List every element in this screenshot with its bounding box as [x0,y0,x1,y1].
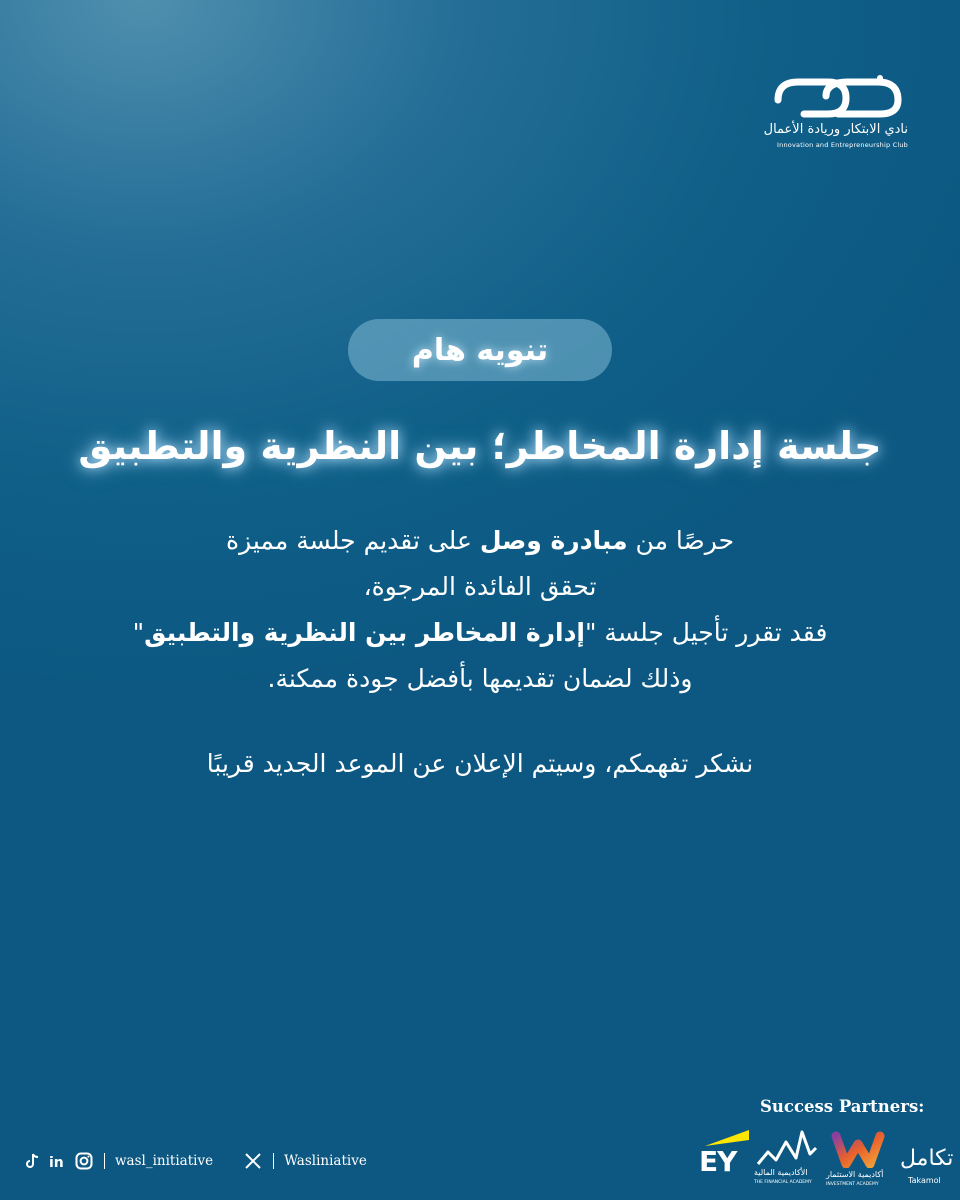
wasl-logo-mark [768,70,908,122]
initiative-name: مبادرة وصل [479,526,628,555]
takamol-en: Takamol [908,1176,941,1185]
body-line-3-end: " [132,618,145,647]
partners-label: Success Partners: [760,1097,925,1116]
body-line-2: تحقق الفائدة المرجوة، [363,572,597,601]
body-line-4: وذلك لضمان تقديمها بأفضل جودة ممكنة. [267,664,693,693]
x-icon[interactable] [243,1151,263,1171]
svg-text:in: in [49,1155,64,1169]
body-line-1-start: حرصًا من [627,526,735,555]
body-line-1 [0,518,960,564]
social-bar [22,1146,367,1176]
instagram-handle[interactable]: wasl_initiative [115,1153,214,1169]
investment-academy-logo [822,1130,894,1190]
financial-academy-logo [752,1128,822,1190]
tiktok-icon[interactable] [22,1151,42,1171]
ey-logo-text: EY [699,1145,737,1178]
wasl-logo [748,70,908,160]
takamol-logo [900,1140,954,1190]
takamol-ar: تكامل [900,1146,954,1171]
body-line-1-end: على تقديم جلسة مميزة [225,526,480,555]
financial-academy-mark-icon [752,1128,822,1168]
social-divider-2 [273,1153,274,1169]
investment-academy-mark-icon [822,1130,894,1168]
financial-academy-ar: الأكاديمية المالية [754,1168,808,1177]
investment-academy-en: INVESTMENT ACADEMY [826,1182,879,1187]
financial-academy-en: THE FINANCIAL ACADEMY [754,1180,812,1185]
closing-line: نشكر تفهمكم، وسيتم الإعلان عن الموعد الجديد قريبًا [206,749,754,778]
notice-badge [348,319,612,381]
logo-arabic-subtitle: نادي الابتكار وريادة الأعمال [763,122,908,137]
investment-academy-ar: أكاديمية الاستثمار [826,1170,884,1179]
ey-logo [693,1128,753,1184]
x-handle[interactable]: Wasliniative [284,1153,367,1169]
session-name: إدارة المخاطر بين النظرية والتطبيق [144,618,585,647]
logo-english-subtitle: Innovation and Entrepreneurship Club [777,141,908,149]
social-divider [104,1153,105,1169]
body-line-3-start: فقد تقرر تأجيل جلسة " [584,618,828,647]
body-line-3 [0,610,960,656]
instagram-icon[interactable] [74,1151,94,1171]
notice-badge-label: تنويه هام [411,332,549,368]
linkedin-icon[interactable] [48,1151,68,1171]
session-title: جلسة إدارة المخاطر؛ بين النظرية والتطبيق [78,424,882,468]
